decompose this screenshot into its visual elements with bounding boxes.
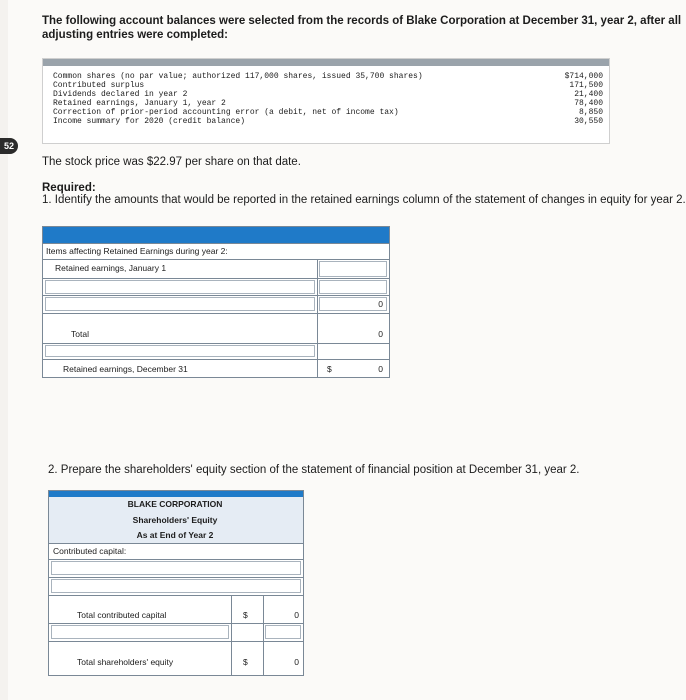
equity-item-input-1[interactable]: [51, 625, 229, 639]
ending-retained-earnings-value: 0: [378, 364, 383, 374]
total-contributed-currency: $: [243, 610, 248, 620]
balance-row: [53, 90, 603, 99]
stock-price-text: The stock price was $22.97 per share on that date.: [42, 156, 301, 168]
table-header-bar: [43, 227, 389, 243]
total-equity-currency: $: [243, 657, 248, 667]
balance-row: [53, 108, 603, 117]
balance-label: Contributed surplus: [53, 81, 145, 90]
balance-amount: $714,000: [564, 72, 603, 81]
re-item-name-input-1[interactable]: [45, 280, 315, 294]
statement-date: As at End of Year 2: [136, 530, 214, 540]
worksheet-page: [8, 0, 686, 700]
total-contributed-capital-value: 0: [294, 610, 299, 620]
statement-subtitle: Shareholders' Equity: [132, 515, 218, 525]
opening-retained-earnings-label: Retained earnings, January 1: [55, 263, 167, 273]
balances-top-bar: [43, 59, 609, 66]
balance-label: Correction of prior-period accounting error (a debit, net of income tax): [53, 108, 399, 117]
ending-currency-symbol: $: [327, 364, 332, 374]
balance-row: [53, 72, 603, 81]
retained-earnings-table: [42, 226, 390, 378]
total-label: Total: [71, 329, 89, 339]
requirement-2-text: 2. Prepare the shareholders' equity section of the statement of financial position at December 31, year 2.: [48, 464, 580, 476]
account-balances-box: [42, 58, 610, 144]
balance-amount: 30,550: [574, 117, 603, 126]
balance-amount: 171,500: [569, 81, 603, 90]
total-value: 0: [378, 329, 383, 339]
requirement-1-text: 1. Identify the amounts that would be reported in the retained earnings column of the statement of changes in equity for year 2.: [42, 194, 686, 206]
balance-label: Income summary for 2020 (credit balance): [53, 117, 246, 126]
shareholders-equity-table: [48, 490, 304, 676]
intro-text: The following account balances were selected from the records of Blake Corporation at December 31, year 2, after all adjusting entries were completed:: [42, 15, 682, 41]
equity-amount-input-1[interactable]: [265, 625, 301, 639]
re-item-name-input-2[interactable]: [45, 297, 315, 311]
question-number-badge: 52: [0, 138, 18, 154]
re-item-amount-input-1[interactable]: [319, 280, 387, 294]
opening-retained-earnings-input[interactable]: [319, 261, 387, 277]
balance-row: [53, 117, 603, 126]
blank-row-value: 0: [378, 299, 383, 309]
balance-label: Dividends declared in year 2: [53, 90, 188, 99]
ending-retained-earnings-label: Retained earnings, December 31: [63, 364, 188, 374]
balance-amount: 8,850: [578, 108, 603, 117]
contributed-item-input-2[interactable]: [51, 579, 301, 593]
contributed-capital-label: Contributed capital:: [53, 546, 127, 556]
balance-label: Common shares (no par value; authorized 117,000 shares, issued 35,700 shares): [53, 72, 423, 81]
contributed-item-input-1[interactable]: [51, 561, 301, 575]
balance-amount: 21,400: [574, 90, 603, 99]
total-shareholders-equity-label: Total shareholders' equity: [77, 657, 174, 667]
re-item-name-input-3[interactable]: [45, 345, 315, 357]
required-heading: Required:: [42, 182, 96, 194]
total-shareholders-equity-value: 0: [294, 657, 299, 667]
balance-label: Retained earnings, January 1, year 2: [53, 99, 226, 108]
items-header: Items affecting Retained Earnings during year 2:: [46, 246, 228, 256]
total-contributed-capital-label: Total contributed capital: [77, 610, 167, 620]
company-name: BLAKE CORPORATION: [127, 499, 223, 509]
balance-row: [53, 99, 603, 108]
balance-row: [53, 81, 603, 90]
balance-amount: 78,400: [574, 99, 603, 108]
